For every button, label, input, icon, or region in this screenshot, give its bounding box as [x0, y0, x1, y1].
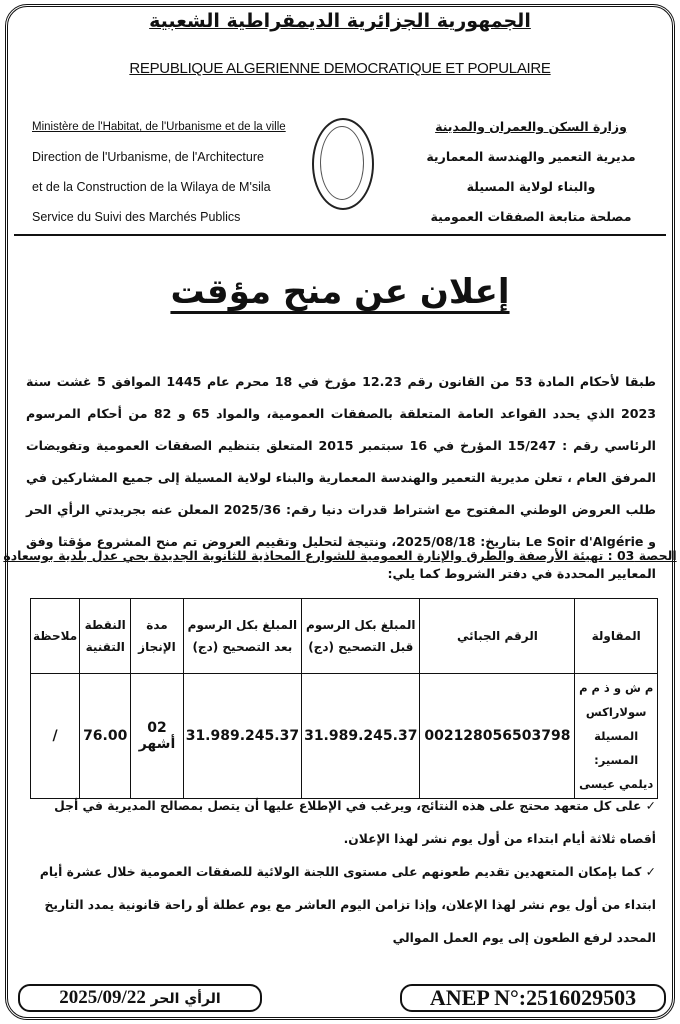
check-icon: ✓: [641, 799, 656, 813]
table-row: [31, 674, 658, 799]
header-fr: [32, 112, 286, 232]
direction-fr-2: et de la Construction de la Wilaya de M'sila: [32, 180, 271, 194]
ministry-fr: Ministère de l'Habitat, de l'Urbanisme et de la ville: [32, 121, 286, 133]
note-item: ✓ كما بإمكان المتعهدين تقديم طعونهم على مستوى اللجنة الولائية للصفقات العمومية خلال عشرة أيام ابتداء من أول يوم نشر لهذا الإعلان، وإذا تزامن اليوم العاشر مع يوم عطلة أو راحة قانونية يمدد التاريخ المحدد لرفع الطعون إلى يوم العمل الموالي: [39, 865, 656, 945]
announcement-title: إعلان عن منح مؤقت: [170, 272, 510, 312]
col-remark: ملاحظة: [31, 599, 80, 674]
col-amount-after: المبلغ بكل الرسوم بعد التصحيح (دج): [183, 599, 301, 674]
national-seal-icon: [312, 118, 374, 210]
note-item: ✓ على كل متعهد محتج على هذه النتائج، ويرغب في الإطلاع عليها أن يتصل بمصالح المديرية في أجل أقصاه ثلاثة أيام ابتداء من أول يوم نشر لهذا الإعلان.: [54, 799, 656, 846]
lot-heading: الحصة 03 : تهيئة الأرصفة والطرق والإنارة العمومية للشوارع المحاذية للثانوية الجديدة بحي عدل بلدية بوسعادة: [3, 548, 677, 563]
col-duration: مدة الإنجاز: [131, 599, 183, 674]
cell-technical-score: 76.00: [80, 674, 131, 799]
cell-remark: /: [31, 674, 80, 799]
announcement-body: طبقا لأحكام المادة 53 من القانون رقم 12.23 مؤرخ في 18 محرم عام 1445 الموافق 5 غشت سنة 2023 الذي يحدد القواعد العامة المتعلقة بالصفقات العمومية، والمواد 65 و 82 من أحكام المرسوم الرئاسي رقم : 15/247 المؤرخ في 16 سبتمبر 2015 المتعلق بتنظيم الصفقات العمومية وتفويضات المرفق العام ، تعلن مديرية التعمير والهندسة المعمارية والبناء لولاية المسيلة إلى جميع المشاركين في طلب العروض الوطني المفتوح مع اشتراط قدرات دنيا رقم: 2025/36 المعلن عنه بجريدتي الرأي الحر و Le Soir d'Algérie بتاريخ: 2025/08/18، ونتيجة لتحليل وتقييم العروض تم منح المشروع مؤقتا وفق المعايير المحددة في دفتر الشروط كما يلي:: [26, 374, 657, 581]
direction-fr: Direction de l'Urbanisme, de l'Architecture: [32, 150, 264, 164]
col-tax-number: الرقم الجبائي: [420, 599, 575, 674]
divider: [14, 234, 666, 236]
table-header-row: [31, 599, 658, 674]
service-fr: Service du Suivi des Marchés Publics: [32, 210, 241, 224]
ministry-ar: وزارة السكن والعمران والمدينة: [435, 119, 627, 134]
cell-amount-before: 31.989.245.37: [302, 674, 420, 799]
cell-contractor: م ش و ذ م م سولاراكس المسيلة المسير: ديلمي عيسى: [575, 674, 658, 799]
cell-amount-after: 31.989.245.37: [183, 674, 301, 799]
check-icon: ✓: [641, 865, 656, 879]
col-amount-before: المبلغ بكل الرسوم قبل التصحيح (دج): [302, 599, 420, 674]
cell-tax-number: 002128056503798: [420, 674, 575, 799]
cell-duration: 02 أشهر: [131, 674, 183, 799]
anep-number-badge: ANEP N°:2516029503: [400, 984, 666, 1012]
award-table: [30, 598, 658, 799]
notes: [26, 790, 656, 955]
header-ar: [416, 112, 646, 232]
col-technical-score: النقطة التقنية: [80, 599, 131, 674]
service-ar: مصلحة متابعة الصفقات العمومية: [430, 209, 632, 224]
newspaper-date-badge: 2025/09/22 الرأي الحر: [18, 984, 262, 1012]
republic-title-fr: REPUBLIQUE ALGERIENNE DEMOCRATIQUE ET POPULAIRE: [129, 60, 551, 77]
republic-title-ar: الجمهورية الجزائرية الديمقراطية الشعبية: [149, 10, 531, 32]
direction-ar: مديرية التعمير والهندسة المعمارية: [426, 149, 636, 164]
direction-ar-2: والبناء لولاية المسيلة: [466, 179, 596, 194]
col-contractor: المقاولة: [575, 599, 658, 674]
